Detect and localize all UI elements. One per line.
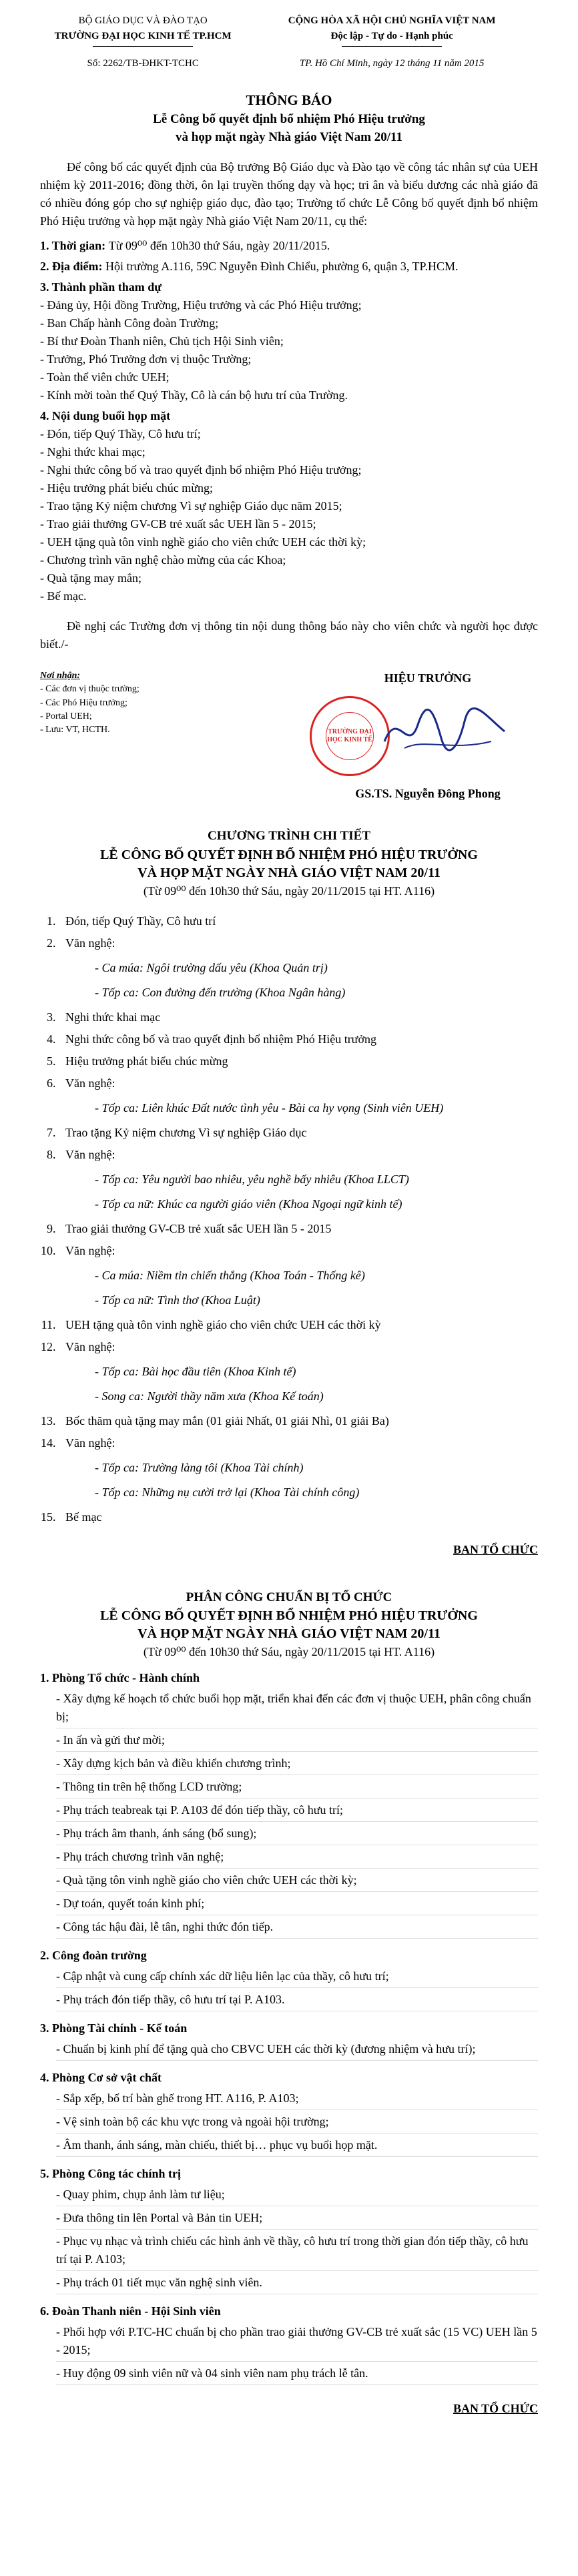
recipients-block	[40, 669, 240, 803]
plan-title: PHÂN CÔNG CHUẨN BỊ TỔ CHỨC	[186, 1590, 392, 1604]
program-item-text: Văn nghệ:	[65, 1243, 115, 1257]
program-performance: - Tốp ca: Con đường đến trường (Khoa Ngân hàng)	[95, 985, 346, 999]
program-item-text: Văn nghệ:	[65, 1147, 115, 1161]
program-title: CHƯƠNG TRÌNH CHI TIẾT	[207, 829, 371, 844]
list-item: - Nghi thức công bố và trao quyết định bổ nhiệm Phó Hiệu trưởng;	[40, 463, 362, 477]
program-performance: - Ca múa: Ngôi trường dấu yêu (Khoa Quản trị)	[95, 960, 328, 974]
recipient-item: - Lưu: VT, HCTH.	[40, 725, 110, 735]
participants-list	[40, 296, 538, 404]
program-subtitle-2: VÀ HỌP MẶT NGÀY NHÀ GIÁO VIỆT NAM 20/11	[137, 865, 441, 880]
unit-task: - Phụ trách âm thanh, ánh sáng (bổ sung);	[56, 1825, 538, 1845]
program-item	[59, 1146, 538, 1213]
unit-task: - In ấn và gửi thư mời;	[56, 1731, 538, 1752]
program-item	[59, 1412, 538, 1430]
signer-block	[318, 669, 538, 803]
program-item-text: Đón, tiếp Quý Thầy, Cô hưu trí	[65, 914, 216, 928]
program-item-text: Trao tặng Kỷ niệm chương Vì sự nghiệp Giáo dục	[65, 1125, 307, 1139]
program-performance: - Tốp ca nữ: Tình thơ (Khoa Luật)	[95, 1293, 260, 1307]
motto-rule	[342, 46, 442, 47]
national-heading	[246, 13, 538, 71]
program-item-text: Văn nghệ:	[65, 1339, 115, 1353]
list-item: - UEH tặng quà tôn vinh nghề giáo cho viên chức UEH các thời kỳ;	[40, 535, 366, 549]
notice-subtitle-2: và họp mặt ngày Nhà giáo Việt Nam 20/11	[176, 129, 402, 144]
document-number: Số: 2262/TB-ĐHKT-TCHC	[87, 58, 199, 69]
participants-label: 3. Thành phần tham dự	[40, 280, 162, 294]
program-performance: - Tốp ca: Liên khúc Đất nước tình yêu - Bài ca hy vọng (Sinh viên UEH)	[95, 1100, 444, 1114]
list-item: - Hiệu trưởng phát biểu chúc mừng;	[40, 481, 213, 495]
list-item: - Bí thư Đoàn Thanh niên, Chủ tịch Hội Sinh viên;	[40, 334, 284, 348]
unit-name: 6. Đoàn Thanh niên - Hội Sinh viên	[40, 2304, 221, 2318]
program-time: (Từ 09⁰⁰ đến 10h30 thứ Sáu, ngày 20/11/2015 tại HT. A116)	[143, 884, 435, 898]
program-item	[59, 1434, 538, 1502]
program-subtitle-1: LỄ CÔNG BỐ QUYẾT ĐỊNH BỔ NHIỆM PHÓ HIỆU TRƯỞNG	[100, 847, 478, 862]
program-item-text: Trao giải thưởng GV-CB trẻ xuất sắc UEH lần 5 - 2015	[65, 1221, 332, 1235]
program-performance: - Tốp ca: Bài học đầu tiên (Khoa Kinh tế)	[95, 1364, 296, 1378]
ministry-name: BỘ GIÁO DỤC VÀ ĐÀO TẠO	[78, 15, 208, 26]
program-item	[59, 1220, 538, 1238]
plan-units	[40, 1669, 538, 2385]
program-item-text: Văn nghệ:	[65, 936, 115, 950]
unit-name: 3. Phòng Tài chính - Kế toán	[40, 2021, 188, 2035]
unit-task: - Xây dựng kế hoạch tổ chức buổi họp mặt, triển khai đến các đơn vị thuộc UEH, phân công chuẩn bị;	[56, 1690, 538, 1728]
unit-name: 2. Công đoàn trường	[40, 1949, 147, 1963]
program-performance: - Tốp ca: Yêu người bao nhiêu, yêu nghề bấy nhiêu (Khoa LLCT)	[95, 1172, 409, 1186]
unit-task: - Phụ trách đón tiếp thầy, cô hưu trí tại P. A103.	[56, 1991, 538, 2011]
unit-task: - Quay phim, chụp ảnh làm tư liệu;	[56, 2186, 538, 2206]
content-label: 4. Nội dung buổi họp mặt	[40, 409, 171, 423]
unit-name: 1. Phòng Tổ chức - Hành chính	[40, 1671, 200, 1685]
signature-block	[40, 669, 538, 803]
time-value: Từ 09⁰⁰ đến 10h30 thứ Sáu, ngày 20/11/2015.	[108, 239, 330, 253]
issuer-block	[40, 13, 246, 71]
unit-task: - Dự toán, quyết toán kinh phí;	[56, 1895, 538, 1915]
list-item: - Đón, tiếp Quý Thầy, Cô hưu trí;	[40, 427, 201, 441]
list-item: - Bế mạc.	[40, 589, 87, 603]
unit-task: - Phục vụ nhạc và trình chiếu các hình ảnh về thầy, cô hưu trí trong thời gian đón tiếp thầy, cô hưu trí tại P. A103;	[56, 2232, 538, 2271]
program-item-text: Bốc thăm quà tặng may mắn (01 giải Nhất, 01 giải Nhì, 01 giải Ba)	[65, 1413, 389, 1427]
program-performance: - Tốp ca: Những nụ cười trở lại (Khoa Tài chính công)	[95, 1485, 360, 1499]
program-item	[59, 1008, 538, 1026]
issuer-rule	[93, 46, 193, 47]
program-item-text: Nghi thức khai mạc	[65, 1010, 161, 1024]
unit-task: - Sắp xếp, bố trí bàn ghế trong HT. A116, P. A103;	[56, 2089, 538, 2110]
program-item-text: Nghi thức công bố và trao quyết định bổ nhiệm Phó Hiệu trưởng	[65, 1032, 376, 1046]
notice-intro: Để công bố các quyết định của Bộ trưởng Bộ Giáo dục và Đào tạo về công tác nhân sự của UEH nhiệm kỳ 2011-2016; đồng thời, ôn lại truyền thống dạy và học; tri ân và biểu dương các nhà giáo đã có nhiều đóng góp cho sự nghiệp giáo dục, đào tạo; Trường tổ chức Lễ Công bố quyết định bổ nhiệm Phó Hiệu trưởng và họp mặt ngày Nhà giáo Việt Nam 20/11, cụ thể:	[40, 160, 538, 228]
unit-task: - Phụ trách 01 tiết mục văn nghệ sinh viên.	[56, 2274, 538, 2294]
unit-task: - Xây dựng kịch bản và điều khiển chương trình;	[56, 1754, 538, 1775]
list-item: - Đảng ủy, Hội đồng Trường, Hiệu trưởng và các Phó Hiệu trưởng;	[40, 298, 362, 312]
place-label: 2. Địa điểm:	[40, 260, 103, 274]
document-header	[40, 13, 538, 71]
content-list	[40, 425, 538, 605]
unit-task: - Huy động 09 sinh viên nữ và 04 sinh viên nam phụ trách lễ tân.	[56, 2364, 538, 2385]
program-performance: - Tốp ca: Trường làng tôi (Khoa Tài chính)	[95, 1460, 304, 1474]
notice-title: THÔNG BÁO	[246, 91, 332, 108]
unit-task: - Âm thanh, ánh sáng, màn chiếu, thiết bị… phục vụ buổi họp mặt.	[56, 2136, 538, 2157]
notice-subtitle-1: Lễ Công bố quyết định bổ nhiệm Phó Hiệu trưởng	[153, 112, 425, 126]
program-item	[59, 1030, 538, 1048]
unit-task: - Phụ trách chương trình văn nghệ;	[56, 1848, 538, 1869]
unit-task: - Cập nhật và cung cấp chính xác dữ liệu liên lạc của thầy, cô hưu trí;	[56, 1967, 538, 1988]
list-item: - Trưởng, Phó Trưởng đơn vị thuộc Trường;	[40, 352, 252, 366]
program-item	[59, 912, 538, 930]
handwritten-signature	[378, 701, 511, 761]
plan-time: (Từ 09⁰⁰ đến 10h30 thứ Sáu, ngày 20/11/2015 tại HT. A116)	[143, 1645, 435, 1659]
plan-subtitle-2: VÀ HỌP MẶT NGÀY NHÀ GIÁO VIỆT NAM 20/11	[137, 1626, 441, 1642]
program-performance: - Song ca: Người thầy năm xưa (Khoa Kế toán)	[95, 1389, 324, 1403]
program-item-text: UEH tặng quà tôn vinh nghề giáo cho viên chức UEH các thời kỳ	[65, 1317, 381, 1331]
list-item: - Chương trình văn nghệ chào mừng của các Khoa;	[40, 553, 286, 567]
time-label: 1. Thời gian:	[40, 239, 106, 253]
list-item: - Trao tặng Kỷ niệm chương Vì sự nghiệp Giáo dục năm 2015;	[40, 499, 342, 513]
unit-task: - Chuẩn bị kinh phí để tặng quà cho CBVC UEH các thời kỳ (đương nhiệm và hưu trí);	[56, 2040, 538, 2061]
program-item	[59, 1316, 538, 1334]
program-item	[59, 1074, 538, 1117]
program-list	[40, 912, 538, 1526]
place-value: Hội trường A.116, 59C Nguyễn Đình Chiểu, phường 6, quận 3, TP.HCM.	[105, 260, 459, 274]
unit-name: 4. Phòng Cơ sở vật chất	[40, 2071, 162, 2085]
program-performance: - Ca múa: Niềm tin chiến thắng (Khoa Toán - Thống kê)	[95, 1268, 365, 1282]
program-item	[59, 1052, 538, 1070]
program-item	[59, 934, 538, 1002]
list-item: - Ban Chấp hành Công đoàn Trường;	[40, 316, 219, 330]
list-item: - Trao giải thưởng GV-CB trẻ xuất sắc UEH lần 5 - 2015;	[40, 517, 316, 531]
list-item: - Toàn thể viên chức UEH;	[40, 370, 170, 384]
program-item	[59, 1124, 538, 1142]
unit-name: 5. Phòng Công tác chính trị	[40, 2167, 182, 2181]
seal-center: TRƯỜNG ĐẠI HỌC KINH TẾ	[326, 712, 374, 760]
unit-task: - Phối hợp với P.TC-HC chuẩn bị cho phần trao giải thưởng GV-CB trẻ xuất sắc (15 VC) UEH lần 5 - 2015;	[56, 2323, 538, 2362]
university-name: TRƯỜNG ĐẠI HỌC KINH TẾ TP.HCM	[54, 30, 232, 41]
unit-task: - Quà tặng tôn vinh nghề giáo cho viên chức UEH các thời kỳ;	[56, 1871, 538, 1892]
signer-role: HIỆU TRƯỞNG	[384, 671, 472, 685]
place-section	[40, 258, 538, 276]
program-performance: - Tốp ca nữ: Khúc ca người giáo viên (Khoa Ngoại ngữ kinh tế)	[95, 1197, 402, 1211]
unit-task: - Thông tin trên hệ thống LCD trường;	[56, 1778, 538, 1799]
program-signoff: BAN TỔ CHỨC	[453, 1542, 538, 1556]
program-item-text: Hiệu trưởng phát biểu chúc mừng	[65, 1054, 228, 1068]
program-item	[59, 1338, 538, 1405]
program-item	[59, 1508, 538, 1526]
notice-closing: Đề nghị các Trường đơn vị thông tin nội dung thông báo này cho viên chức và người học được biết./-	[40, 619, 538, 651]
recipient-item: - Các đơn vị thuộc trường;	[40, 684, 139, 695]
list-item: - Nghi thức khai mạc;	[40, 445, 146, 459]
list-item: - Quà tặng may mắn;	[40, 571, 141, 585]
program-item-text: Văn nghệ:	[65, 1076, 115, 1090]
national-motto: Độc lập - Tự do - Hạnh phúc	[330, 30, 453, 41]
program-item-text: Bế mạc	[65, 1510, 102, 1524]
recipient-item: - Portal UEH;	[40, 711, 92, 722]
unit-task: - Vệ sinh toàn bộ các khu vực trong và ngoài hội trường;	[56, 2113, 538, 2134]
unit-task: - Phụ trách teabreak tại P. A103 để đón tiếp thầy, cô hưu trí;	[56, 1801, 538, 1822]
time-section	[40, 237, 538, 255]
plan-subtitle-1: LỄ CÔNG BỐ QUYẾT ĐỊNH BỔ NHIỆM PHÓ HIỆU TRƯỞNG	[100, 1608, 478, 1624]
recipient-item: - Các Phó Hiệu trưởng;	[40, 697, 127, 708]
unit-task: - Công tác hậu đài, lễ tân, nghi thức đón tiếp.	[56, 1918, 538, 1939]
program-item	[59, 1242, 538, 1309]
list-item: - Kính mời toàn thể Quý Thầy, Cô là cán bộ hưu trí của Trường.	[40, 388, 348, 402]
recipients-title: Nơi nhận:	[40, 671, 81, 681]
country-name: CỘNG HÒA XÃ HỘI CHỦ NGHĨA VIỆT NAM	[288, 15, 496, 26]
unit-task: - Đưa thông tin lên Portal và Bản tin UEH;	[56, 2209, 538, 2230]
signer-name: GS.TS. Nguyễn Đông Phong	[355, 787, 501, 801]
plan-signoff: BAN TỔ CHỨC	[453, 2402, 538, 2416]
program-item-text: Văn nghệ:	[65, 1435, 115, 1450]
document-date: TP. Hồ Chí Minh, ngày 12 tháng 11 năm 2015	[299, 58, 485, 69]
